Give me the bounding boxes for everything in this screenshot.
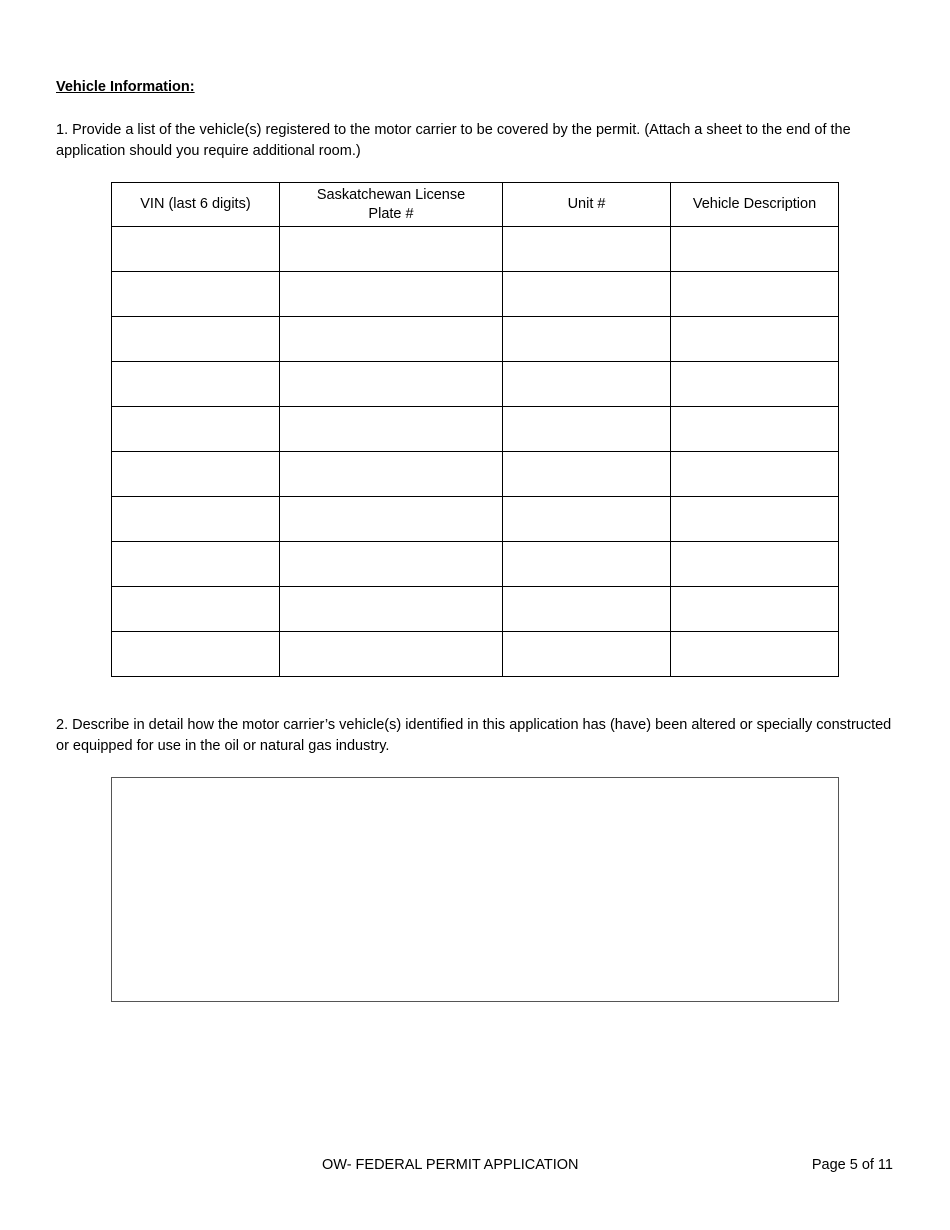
page-number: Page 5 of 11 [811,1157,893,1173]
license-plate-cell[interactable] [279,272,502,317]
vehicle-description-cell[interactable] [671,452,839,497]
table-row [112,407,839,452]
license-plate-cell[interactable] [279,497,502,542]
table-row [112,317,839,362]
table-row [112,632,839,677]
vin-cell[interactable] [112,407,280,452]
vin-cell[interactable] [112,497,280,542]
table-row [112,362,839,407]
vehicle-description-cell[interactable] [671,317,839,362]
vehicle-modification-description-box[interactable] [111,777,839,1002]
vin-cell[interactable] [112,632,280,677]
license-plate-cell[interactable] [279,227,502,272]
unit-number-cell[interactable] [503,317,671,362]
vehicle-description-cell[interactable] [671,497,839,542]
table-row [112,227,839,272]
unit-number-cell[interactable] [503,587,671,632]
question-2-text: 2. Describe in detail how the motor carrier’s vehicle(s) identified in this application has (have) been altered or specially constructed or equipped for use in the oil or natural gas industry. [56,717,892,754]
unit-number-cell[interactable] [503,272,671,317]
vehicle-description-cell[interactable] [671,587,839,632]
vin-cell[interactable] [112,362,280,407]
vehicle-table-header-row [112,183,839,227]
license-plate-cell[interactable] [279,317,502,362]
header-license-plate: Saskatchewan License Plate # [279,183,502,227]
license-plate-cell[interactable] [279,362,502,407]
vin-cell[interactable] [112,317,280,362]
unit-number-cell[interactable] [503,497,671,542]
vin-cell[interactable] [112,587,280,632]
table-row [112,272,839,317]
unit-number-cell[interactable] [503,227,671,272]
unit-number-cell[interactable] [503,452,671,497]
section-title: Vehicle Information: [56,79,195,95]
vehicle-description-cell[interactable] [671,542,839,587]
license-plate-cell[interactable] [279,542,502,587]
unit-number-cell[interactable] [503,362,671,407]
license-plate-cell[interactable] [279,632,502,677]
footer-title: OW- FEDERAL PERMIT APPLICATION [322,1157,579,1173]
vehicle-table [111,182,839,677]
vin-cell[interactable] [112,452,280,497]
vin-cell[interactable] [112,227,280,272]
license-plate-cell[interactable] [279,452,502,497]
header-vin: VIN (last 6 digits) [112,183,280,227]
question-1-text: 1. Provide a list of the vehicle(s) registered to the motor carrier to be covered by the permit. (Attach a sheet to the end of the application should you require additional room.) [56,122,851,159]
table-row [112,542,839,587]
unit-number-cell[interactable] [503,632,671,677]
vehicle-description-cell[interactable] [671,362,839,407]
table-row [112,497,839,542]
vehicle-description-cell[interactable] [671,407,839,452]
license-plate-cell[interactable] [279,407,502,452]
vehicle-description-cell[interactable] [671,632,839,677]
unit-number-cell[interactable] [503,407,671,452]
unit-number-cell[interactable] [503,542,671,587]
vehicle-description-cell[interactable] [671,227,839,272]
vin-cell[interactable] [112,272,280,317]
header-unit-number: Unit # [503,183,671,227]
vin-cell[interactable] [112,542,280,587]
license-plate-cell[interactable] [279,587,502,632]
table-row [112,452,839,497]
table-row [112,587,839,632]
vehicle-description-cell[interactable] [671,272,839,317]
header-vehicle-description: Vehicle Description [671,183,839,227]
